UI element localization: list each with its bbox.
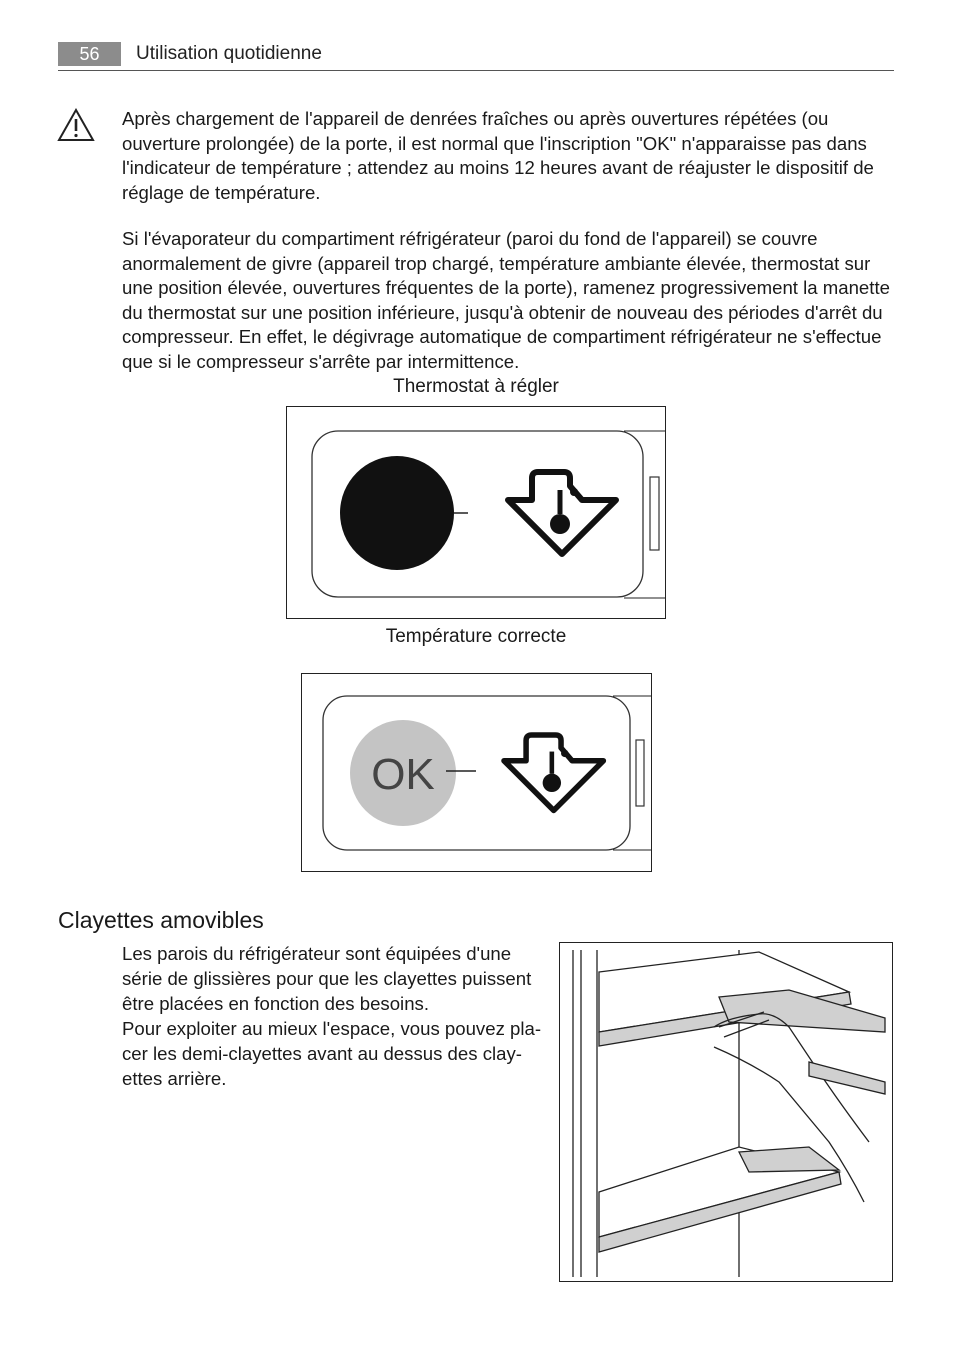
shelves-line: série de glissières pour que les clayettes puissent bbox=[122, 968, 532, 989]
warning-triangle-icon bbox=[57, 108, 95, 142]
shelves-line: cer les demi-clayettes avant au dessus des clay- bbox=[122, 1043, 522, 1064]
warning-paragraph-1: Après chargement de l'appareil de denrées fraîches ou après ouvertures répétées (ou ouverture prolongée) de la porte, il est normal que l'inscription "OK" n'apparaisse pas dans l'indicateur de température ; attendez au moins 12 heures avant de réajuster le dispositif de réglage de température. bbox=[122, 108, 874, 203]
indicator-panel-adjust bbox=[286, 406, 667, 620]
section-title: Utilisation quotidienne bbox=[136, 43, 322, 64]
indicator-panel-ok bbox=[301, 673, 653, 873]
section-heading-shelves: Clayettes amovibles bbox=[58, 907, 264, 933]
shelves-line: Pour exploiter au mieux l'espace, vous pouvez pla- bbox=[122, 1018, 542, 1039]
figure-caption-thermostat: Thermostat à régler bbox=[393, 376, 559, 397]
shelves-line: Les parois du réfrigérateur sont équipées d'une bbox=[122, 943, 512, 964]
page-number: 56 bbox=[58, 42, 121, 66]
shelves-description bbox=[122, 941, 550, 1091]
page-header bbox=[58, 40, 894, 71]
indicator-dark-icon bbox=[340, 456, 454, 570]
figure-caption-correct: Température correcte bbox=[385, 626, 567, 647]
shelves-line: ettes arrière. bbox=[122, 1068, 227, 1089]
shelf-illustration bbox=[559, 942, 894, 1283]
indicator-ok-label: OK bbox=[371, 750, 435, 799]
warning-paragraph-2: Si l'évaporateur du compartiment réfrigérateur (paroi du fond de l'appareil) se couvre anormalement de givre (appareil trop chargé, température ambiante élevée, thermostat sur une position élevée, ouvertures fréquentes de la porte), ramenez progressivement la manette du thermostat sur une position inférieure, jusqu'à obtenir de nouveau des périodes d'arrêt du compresseur. En effet, le dégivrage automatique de compartiment réfrigérateur ne s'effectue que si le compresseur s'arrête par intermittence. bbox=[122, 228, 890, 372]
shelves-line: être placées en fonction des besoins. bbox=[122, 993, 429, 1014]
